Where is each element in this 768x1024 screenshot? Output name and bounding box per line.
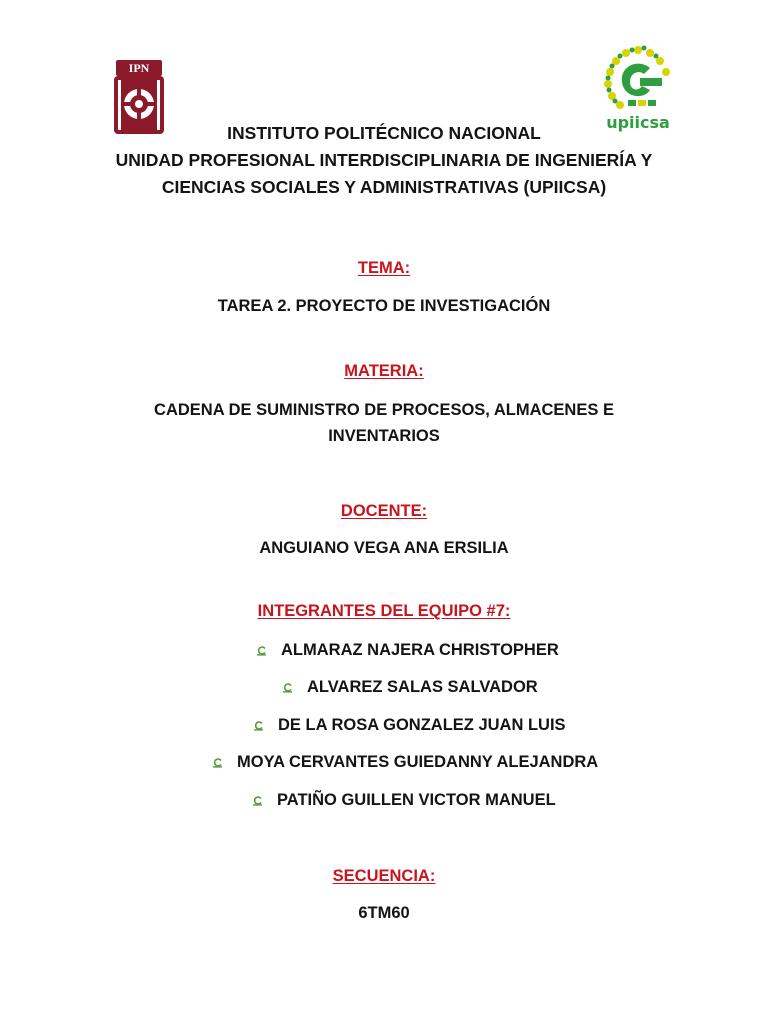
list-item bbox=[256, 641, 559, 660]
institution-name: INSTITUTO POLITÉCNICO NACIONAL bbox=[227, 123, 541, 143]
docente-value: ANGUIANO VEGA ANA ERSILIA bbox=[259, 539, 509, 557]
integrantes-label: INTEGRANTES DEL EQUIPO #7: bbox=[257, 602, 511, 620]
member-name: DE LA ROSA GONZALEZ JUAN LUIS bbox=[278, 716, 566, 734]
materia-label: MATERIA: bbox=[344, 362, 424, 380]
tema-value: TAREA 2. PROYECTO DE INVESTIGACIÓN bbox=[217, 297, 551, 315]
bullet-icon bbox=[253, 720, 264, 731]
member-name: MOYA CERVANTES GUIEDANNY ALEJANDRA bbox=[237, 753, 599, 771]
list-item bbox=[253, 716, 566, 735]
member-name: ALVAREZ SALAS SALVADOR bbox=[307, 678, 538, 696]
materia-value-line2: INVENTARIOS bbox=[328, 427, 440, 445]
materia-value-line1: CADENA DE SUMINISTRO DE PROCESOS, ALMACENES E bbox=[154, 401, 614, 419]
secuencia-label: SECUENCIA: bbox=[332, 867, 436, 885]
unit-name-line2: CIENCIAS SOCIALES Y ADMINISTRATIVAS (UPIICSA) bbox=[161, 177, 607, 197]
member-name: ALMARAZ NAJERA CHRISTOPHER bbox=[281, 641, 559, 659]
list-item bbox=[212, 753, 598, 772]
upiicsa-logo bbox=[598, 42, 678, 134]
bullet-icon bbox=[252, 795, 263, 806]
tema-label: TEMA: bbox=[357, 259, 411, 277]
bullet-icon bbox=[256, 645, 267, 656]
member-name: PATIÑO GUILLEN VICTOR MANUEL bbox=[277, 791, 556, 809]
bullet-icon bbox=[282, 682, 293, 693]
secuencia-value: 6TM60 bbox=[358, 904, 410, 922]
docente-label: DOCENTE: bbox=[340, 502, 428, 520]
ipn-logo-text: IPN bbox=[128, 61, 150, 75]
list-item bbox=[282, 678, 538, 697]
bullet-icon bbox=[212, 757, 223, 768]
upiicsa-logo-text: upiicsa bbox=[606, 113, 670, 132]
unit-name-line1: UNIDAD PROFESIONAL INTERDISCIPLINARIA DE INGENIERÍA Y bbox=[115, 150, 653, 170]
list-item bbox=[252, 791, 556, 810]
